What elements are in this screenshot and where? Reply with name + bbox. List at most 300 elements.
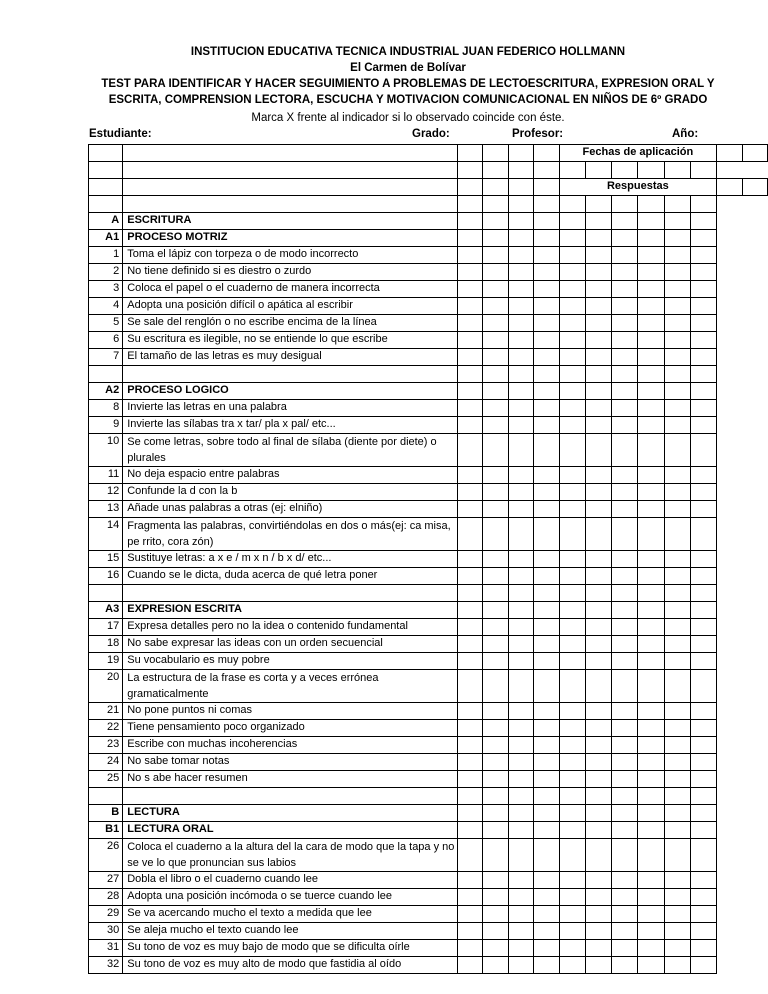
answer-cell[interactable] bbox=[612, 213, 638, 230]
answer-cell[interactable] bbox=[458, 653, 483, 670]
answer-cell[interactable] bbox=[483, 602, 508, 619]
answer-cell[interactable] bbox=[559, 720, 585, 737]
answer-cell[interactable] bbox=[483, 619, 508, 636]
answer-cell[interactable] bbox=[690, 162, 716, 179]
answer-cell[interactable] bbox=[534, 839, 559, 872]
answer-cell[interactable] bbox=[612, 923, 638, 940]
answer-cell[interactable] bbox=[585, 957, 611, 974]
answer-cell[interactable] bbox=[458, 281, 483, 298]
answer-cell[interactable] bbox=[638, 213, 664, 230]
answer-cell[interactable] bbox=[612, 906, 638, 923]
answer-cell[interactable] bbox=[664, 754, 690, 771]
answer-cell[interactable] bbox=[508, 602, 533, 619]
answer-cell[interactable] bbox=[483, 264, 508, 281]
answer-cell[interactable] bbox=[458, 467, 483, 484]
answer-cell[interactable] bbox=[638, 247, 664, 264]
answer-cell[interactable] bbox=[585, 400, 611, 417]
answer-cell[interactable] bbox=[534, 805, 559, 822]
answer-cell[interactable] bbox=[483, 434, 508, 467]
answer-cell[interactable] bbox=[559, 518, 585, 551]
answer-cell[interactable] bbox=[585, 264, 611, 281]
answer-cell[interactable] bbox=[534, 518, 559, 551]
answer-cell[interactable] bbox=[483, 383, 508, 400]
answer-cell[interactable] bbox=[508, 417, 533, 434]
answer-cell[interactable] bbox=[559, 771, 585, 788]
answer-cell[interactable] bbox=[664, 923, 690, 940]
answer-cell[interactable] bbox=[508, 551, 533, 568]
answer-cell[interactable] bbox=[612, 889, 638, 906]
answer-cell[interactable] bbox=[664, 298, 690, 315]
answer-cell[interactable] bbox=[508, 484, 533, 501]
answer-cell[interactable] bbox=[612, 467, 638, 484]
answer-cell[interactable] bbox=[458, 771, 483, 788]
answer-cell[interactable] bbox=[534, 602, 559, 619]
answer-cell[interactable] bbox=[690, 703, 716, 720]
answer-cell[interactable] bbox=[690, 568, 716, 585]
answer-cell[interactable] bbox=[690, 788, 716, 805]
answer-cell[interactable] bbox=[585, 417, 611, 434]
answer-cell[interactable] bbox=[612, 602, 638, 619]
answer-cell[interactable] bbox=[585, 754, 611, 771]
answer-cell[interactable] bbox=[612, 400, 638, 417]
answer-cell[interactable] bbox=[612, 771, 638, 788]
answer-cell[interactable] bbox=[690, 349, 716, 366]
answer-cell[interactable] bbox=[458, 889, 483, 906]
answer-cell[interactable] bbox=[664, 872, 690, 889]
answer-cell[interactable] bbox=[559, 957, 585, 974]
answer-cell[interactable] bbox=[612, 737, 638, 754]
answer-cell[interactable] bbox=[638, 653, 664, 670]
answer-cell[interactable] bbox=[483, 501, 508, 518]
answer-cell[interactable] bbox=[612, 281, 638, 298]
answer-cell[interactable] bbox=[638, 196, 664, 213]
answer-cell[interactable] bbox=[559, 501, 585, 518]
answer-cell[interactable] bbox=[458, 805, 483, 822]
answer-cell[interactable] bbox=[559, 872, 585, 889]
answer-cell[interactable] bbox=[664, 805, 690, 822]
answer-cell[interactable] bbox=[458, 585, 483, 602]
answer-cell[interactable] bbox=[534, 230, 559, 247]
answer-cell[interactable] bbox=[534, 247, 559, 264]
answer-cell[interactable] bbox=[638, 434, 664, 467]
answer-cell[interactable] bbox=[508, 889, 533, 906]
answer-cell[interactable] bbox=[585, 602, 611, 619]
answer-cell[interactable] bbox=[458, 264, 483, 281]
answer-cell[interactable] bbox=[508, 737, 533, 754]
answer-cell[interactable] bbox=[458, 872, 483, 889]
answer-cell[interactable] bbox=[458, 501, 483, 518]
answer-cell[interactable] bbox=[638, 518, 664, 551]
answer-cell[interactable] bbox=[612, 619, 638, 636]
answer-cell[interactable] bbox=[612, 230, 638, 247]
answer-cell[interactable] bbox=[612, 670, 638, 703]
answer-cell[interactable] bbox=[690, 653, 716, 670]
answer-cell[interactable] bbox=[585, 839, 611, 872]
answer-cell[interactable] bbox=[690, 906, 716, 923]
answer-cell[interactable] bbox=[664, 417, 690, 434]
answer-cell[interactable] bbox=[638, 670, 664, 703]
answer-cell[interactable] bbox=[638, 281, 664, 298]
answer-cell[interactable] bbox=[559, 822, 585, 839]
answer-cell[interactable] bbox=[508, 247, 533, 264]
answer-cell[interactable] bbox=[483, 839, 508, 872]
answer-cell[interactable] bbox=[559, 653, 585, 670]
answer-cell[interactable] bbox=[690, 518, 716, 551]
answer-cell[interactable] bbox=[638, 162, 664, 179]
answer-cell[interactable] bbox=[559, 247, 585, 264]
answer-cell[interactable] bbox=[638, 720, 664, 737]
answer-cell[interactable] bbox=[559, 906, 585, 923]
answer-cell[interactable] bbox=[508, 264, 533, 281]
answer-cell[interactable] bbox=[559, 315, 585, 332]
answer-cell[interactable] bbox=[690, 872, 716, 889]
answer-cell[interactable] bbox=[638, 551, 664, 568]
answer-cell[interactable] bbox=[483, 754, 508, 771]
answer-cell[interactable] bbox=[483, 332, 508, 349]
answer-cell[interactable] bbox=[585, 889, 611, 906]
answer-cell[interactable] bbox=[585, 805, 611, 822]
answer-cell[interactable] bbox=[690, 467, 716, 484]
answer-cell[interactable] bbox=[638, 619, 664, 636]
answer-cell[interactable] bbox=[690, 636, 716, 653]
answer-cell[interactable] bbox=[483, 805, 508, 822]
answer-cell[interactable] bbox=[585, 518, 611, 551]
answer-cell[interactable] bbox=[559, 281, 585, 298]
answer-cell[interactable] bbox=[664, 906, 690, 923]
answer-cell[interactable] bbox=[458, 754, 483, 771]
answer-cell[interactable] bbox=[638, 366, 664, 383]
answer-cell[interactable] bbox=[458, 940, 483, 957]
answer-cell[interactable] bbox=[585, 923, 611, 940]
answer-cell[interactable] bbox=[559, 636, 585, 653]
answer-cell[interactable] bbox=[508, 703, 533, 720]
answer-cell[interactable] bbox=[508, 383, 533, 400]
answer-cell[interactable] bbox=[483, 906, 508, 923]
answer-cell[interactable] bbox=[612, 298, 638, 315]
answer-cell[interactable] bbox=[690, 332, 716, 349]
answer-cell[interactable] bbox=[534, 568, 559, 585]
answer-cell[interactable] bbox=[458, 703, 483, 720]
answer-cell[interactable] bbox=[458, 822, 483, 839]
answer-cell[interactable] bbox=[638, 332, 664, 349]
answer-cell[interactable] bbox=[612, 636, 638, 653]
answer-cell[interactable] bbox=[638, 872, 664, 889]
answer-cell[interactable] bbox=[585, 484, 611, 501]
answer-cell[interactable] bbox=[559, 484, 585, 501]
answer-cell[interactable] bbox=[559, 754, 585, 771]
answer-cell[interactable] bbox=[483, 281, 508, 298]
answer-cell[interactable] bbox=[508, 518, 533, 551]
answer-cell[interactable] bbox=[508, 298, 533, 315]
answer-cell[interactable] bbox=[483, 940, 508, 957]
answer-cell[interactable] bbox=[458, 788, 483, 805]
answer-cell[interactable] bbox=[559, 923, 585, 940]
answer-cell[interactable] bbox=[534, 940, 559, 957]
answer-cell[interactable] bbox=[638, 501, 664, 518]
answer-cell[interactable] bbox=[664, 281, 690, 298]
answer-cell[interactable] bbox=[559, 366, 585, 383]
answer-cell[interactable] bbox=[612, 703, 638, 720]
answer-cell[interactable] bbox=[559, 213, 585, 230]
answer-cell[interactable] bbox=[585, 162, 611, 179]
answer-cell[interactable] bbox=[612, 518, 638, 551]
answer-cell[interactable] bbox=[508, 636, 533, 653]
answer-cell[interactable] bbox=[585, 585, 611, 602]
answer-cell[interactable] bbox=[483, 467, 508, 484]
answer-cell[interactable] bbox=[664, 366, 690, 383]
answer-cell[interactable] bbox=[458, 162, 483, 179]
answer-cell[interactable] bbox=[690, 957, 716, 974]
answer-cell[interactable] bbox=[690, 889, 716, 906]
answer-cell[interactable] bbox=[508, 585, 533, 602]
answer-cell[interactable] bbox=[638, 737, 664, 754]
answer-cell[interactable] bbox=[508, 872, 533, 889]
answer-cell[interactable] bbox=[690, 281, 716, 298]
answer-cell[interactable] bbox=[585, 822, 611, 839]
answer-cell[interactable] bbox=[508, 467, 533, 484]
answer-cell[interactable] bbox=[690, 400, 716, 417]
answer-cell[interactable] bbox=[585, 788, 611, 805]
answer-cell[interactable] bbox=[638, 602, 664, 619]
answer-cell[interactable] bbox=[664, 551, 690, 568]
answer-cell[interactable] bbox=[664, 839, 690, 872]
answer-cell[interactable] bbox=[638, 754, 664, 771]
answer-cell[interactable] bbox=[534, 670, 559, 703]
answer-cell[interactable] bbox=[585, 298, 611, 315]
answer-cell[interactable] bbox=[534, 822, 559, 839]
answer-cell[interactable] bbox=[664, 196, 690, 213]
answer-cell[interactable] bbox=[612, 349, 638, 366]
answer-cell[interactable] bbox=[585, 720, 611, 737]
answer-cell[interactable] bbox=[458, 602, 483, 619]
answer-cell[interactable] bbox=[585, 737, 611, 754]
answer-cell[interactable] bbox=[664, 230, 690, 247]
answer-cell[interactable] bbox=[612, 434, 638, 467]
answer-cell[interactable] bbox=[483, 213, 508, 230]
answer-cell[interactable] bbox=[664, 400, 690, 417]
answer-cell[interactable] bbox=[483, 298, 508, 315]
answer-cell[interactable] bbox=[483, 585, 508, 602]
answer-cell[interactable] bbox=[690, 315, 716, 332]
answer-cell[interactable] bbox=[638, 400, 664, 417]
answer-cell[interactable] bbox=[664, 247, 690, 264]
answer-cell[interactable] bbox=[534, 872, 559, 889]
answer-cell[interactable] bbox=[585, 247, 611, 264]
answer-cell[interactable] bbox=[534, 467, 559, 484]
answer-cell[interactable] bbox=[585, 332, 611, 349]
answer-cell[interactable] bbox=[483, 670, 508, 703]
answer-cell[interactable] bbox=[458, 906, 483, 923]
answer-cell[interactable] bbox=[664, 957, 690, 974]
answer-cell[interactable] bbox=[483, 720, 508, 737]
answer-cell[interactable] bbox=[534, 332, 559, 349]
answer-cell[interactable] bbox=[690, 196, 716, 213]
answer-cell[interactable] bbox=[458, 400, 483, 417]
answer-cell[interactable] bbox=[638, 636, 664, 653]
answer-cell[interactable] bbox=[638, 585, 664, 602]
answer-cell[interactable] bbox=[585, 551, 611, 568]
answer-cell[interactable] bbox=[508, 771, 533, 788]
answer-cell[interactable] bbox=[483, 703, 508, 720]
answer-cell[interactable] bbox=[585, 230, 611, 247]
answer-cell[interactable] bbox=[585, 771, 611, 788]
answer-cell[interactable] bbox=[664, 434, 690, 467]
answer-cell[interactable] bbox=[664, 822, 690, 839]
answer-cell[interactable] bbox=[483, 889, 508, 906]
answer-cell[interactable] bbox=[508, 162, 533, 179]
answer-cell[interactable] bbox=[585, 940, 611, 957]
answer-cell[interactable] bbox=[458, 551, 483, 568]
answer-cell[interactable] bbox=[508, 805, 533, 822]
answer-cell[interactable] bbox=[612, 568, 638, 585]
answer-cell[interactable] bbox=[534, 957, 559, 974]
answer-cell[interactable] bbox=[483, 788, 508, 805]
answer-cell[interactable] bbox=[559, 196, 585, 213]
answer-cell[interactable] bbox=[612, 315, 638, 332]
answer-cell[interactable] bbox=[534, 551, 559, 568]
answer-cell[interactable] bbox=[483, 247, 508, 264]
answer-cell[interactable] bbox=[559, 568, 585, 585]
answer-cell[interactable] bbox=[585, 501, 611, 518]
answer-cell[interactable] bbox=[458, 670, 483, 703]
answer-cell[interactable] bbox=[690, 551, 716, 568]
answer-cell[interactable] bbox=[664, 703, 690, 720]
answer-cell[interactable] bbox=[508, 213, 533, 230]
answer-cell[interactable] bbox=[585, 670, 611, 703]
answer-cell[interactable] bbox=[534, 889, 559, 906]
answer-cell[interactable] bbox=[534, 771, 559, 788]
answer-cell[interactable] bbox=[559, 551, 585, 568]
answer-cell[interactable] bbox=[458, 568, 483, 585]
answer-cell[interactable] bbox=[664, 940, 690, 957]
answer-cell[interactable] bbox=[483, 366, 508, 383]
answer-cell[interactable] bbox=[458, 636, 483, 653]
answer-cell[interactable] bbox=[690, 940, 716, 957]
answer-cell[interactable] bbox=[585, 467, 611, 484]
answer-cell[interactable] bbox=[559, 230, 585, 247]
answer-cell[interactable] bbox=[664, 349, 690, 366]
answer-cell[interactable] bbox=[690, 923, 716, 940]
answer-cell[interactable] bbox=[690, 720, 716, 737]
answer-cell[interactable] bbox=[638, 383, 664, 400]
answer-cell[interactable] bbox=[483, 568, 508, 585]
answer-cell[interactable] bbox=[508, 822, 533, 839]
answer-cell[interactable] bbox=[638, 889, 664, 906]
answer-cell[interactable] bbox=[664, 518, 690, 551]
answer-cell[interactable] bbox=[585, 434, 611, 467]
answer-cell[interactable] bbox=[638, 940, 664, 957]
answer-cell[interactable] bbox=[612, 484, 638, 501]
answer-cell[interactable] bbox=[508, 349, 533, 366]
answer-cell[interactable] bbox=[508, 957, 533, 974]
answer-cell[interactable] bbox=[483, 771, 508, 788]
answer-cell[interactable] bbox=[458, 619, 483, 636]
answer-cell[interactable] bbox=[664, 720, 690, 737]
answer-cell[interactable] bbox=[508, 281, 533, 298]
answer-cell[interactable] bbox=[508, 940, 533, 957]
answer-cell[interactable] bbox=[690, 805, 716, 822]
answer-cell[interactable] bbox=[585, 281, 611, 298]
answer-cell[interactable] bbox=[664, 889, 690, 906]
answer-cell[interactable] bbox=[664, 467, 690, 484]
answer-cell[interactable] bbox=[638, 568, 664, 585]
answer-cell[interactable] bbox=[483, 484, 508, 501]
answer-cell[interactable] bbox=[559, 298, 585, 315]
answer-cell[interactable] bbox=[534, 434, 559, 467]
answer-cell[interactable] bbox=[612, 162, 638, 179]
answer-cell[interactable] bbox=[612, 501, 638, 518]
answer-cell[interactable] bbox=[508, 906, 533, 923]
answer-cell[interactable] bbox=[483, 636, 508, 653]
answer-cell[interactable] bbox=[483, 822, 508, 839]
answer-cell[interactable] bbox=[664, 653, 690, 670]
answer-cell[interactable] bbox=[690, 366, 716, 383]
answer-cell[interactable] bbox=[585, 383, 611, 400]
answer-cell[interactable] bbox=[664, 636, 690, 653]
answer-cell[interactable] bbox=[664, 501, 690, 518]
answer-cell[interactable] bbox=[458, 213, 483, 230]
answer-cell[interactable] bbox=[559, 417, 585, 434]
answer-cell[interactable] bbox=[458, 383, 483, 400]
answer-cell[interactable] bbox=[612, 332, 638, 349]
answer-cell[interactable] bbox=[638, 417, 664, 434]
answer-cell[interactable] bbox=[458, 434, 483, 467]
answer-cell[interactable] bbox=[508, 332, 533, 349]
answer-cell[interactable] bbox=[483, 518, 508, 551]
answer-cell[interactable] bbox=[664, 484, 690, 501]
answer-cell[interactable] bbox=[612, 264, 638, 281]
answer-cell[interactable] bbox=[612, 754, 638, 771]
answer-cell[interactable] bbox=[612, 383, 638, 400]
answer-cell[interactable] bbox=[612, 872, 638, 889]
answer-cell[interactable] bbox=[690, 501, 716, 518]
answer-cell[interactable] bbox=[508, 839, 533, 872]
answer-cell[interactable] bbox=[458, 417, 483, 434]
answer-cell[interactable] bbox=[559, 839, 585, 872]
answer-cell[interactable] bbox=[638, 822, 664, 839]
answer-cell[interactable] bbox=[690, 247, 716, 264]
answer-cell[interactable] bbox=[664, 568, 690, 585]
answer-cell[interactable] bbox=[638, 906, 664, 923]
answer-cell[interactable] bbox=[638, 957, 664, 974]
answer-cell[interactable] bbox=[534, 636, 559, 653]
answer-cell[interactable] bbox=[585, 213, 611, 230]
answer-cell[interactable] bbox=[664, 315, 690, 332]
answer-cell[interactable] bbox=[612, 822, 638, 839]
answer-cell[interactable] bbox=[559, 805, 585, 822]
answer-cell[interactable] bbox=[483, 349, 508, 366]
answer-cell[interactable] bbox=[612, 805, 638, 822]
answer-cell[interactable] bbox=[534, 298, 559, 315]
answer-cell[interactable] bbox=[638, 467, 664, 484]
answer-cell[interactable] bbox=[612, 417, 638, 434]
answer-cell[interactable] bbox=[664, 737, 690, 754]
answer-cell[interactable] bbox=[638, 484, 664, 501]
answer-cell[interactable] bbox=[585, 872, 611, 889]
answer-cell[interactable] bbox=[534, 788, 559, 805]
answer-cell[interactable] bbox=[664, 213, 690, 230]
answer-cell[interactable] bbox=[534, 619, 559, 636]
answer-cell[interactable] bbox=[559, 383, 585, 400]
answer-cell[interactable] bbox=[690, 771, 716, 788]
answer-cell[interactable] bbox=[483, 315, 508, 332]
answer-cell[interactable] bbox=[559, 400, 585, 417]
answer-cell[interactable] bbox=[690, 383, 716, 400]
answer-cell[interactable] bbox=[508, 720, 533, 737]
answer-cell[interactable] bbox=[585, 653, 611, 670]
answer-cell[interactable] bbox=[664, 619, 690, 636]
answer-cell[interactable] bbox=[508, 923, 533, 940]
